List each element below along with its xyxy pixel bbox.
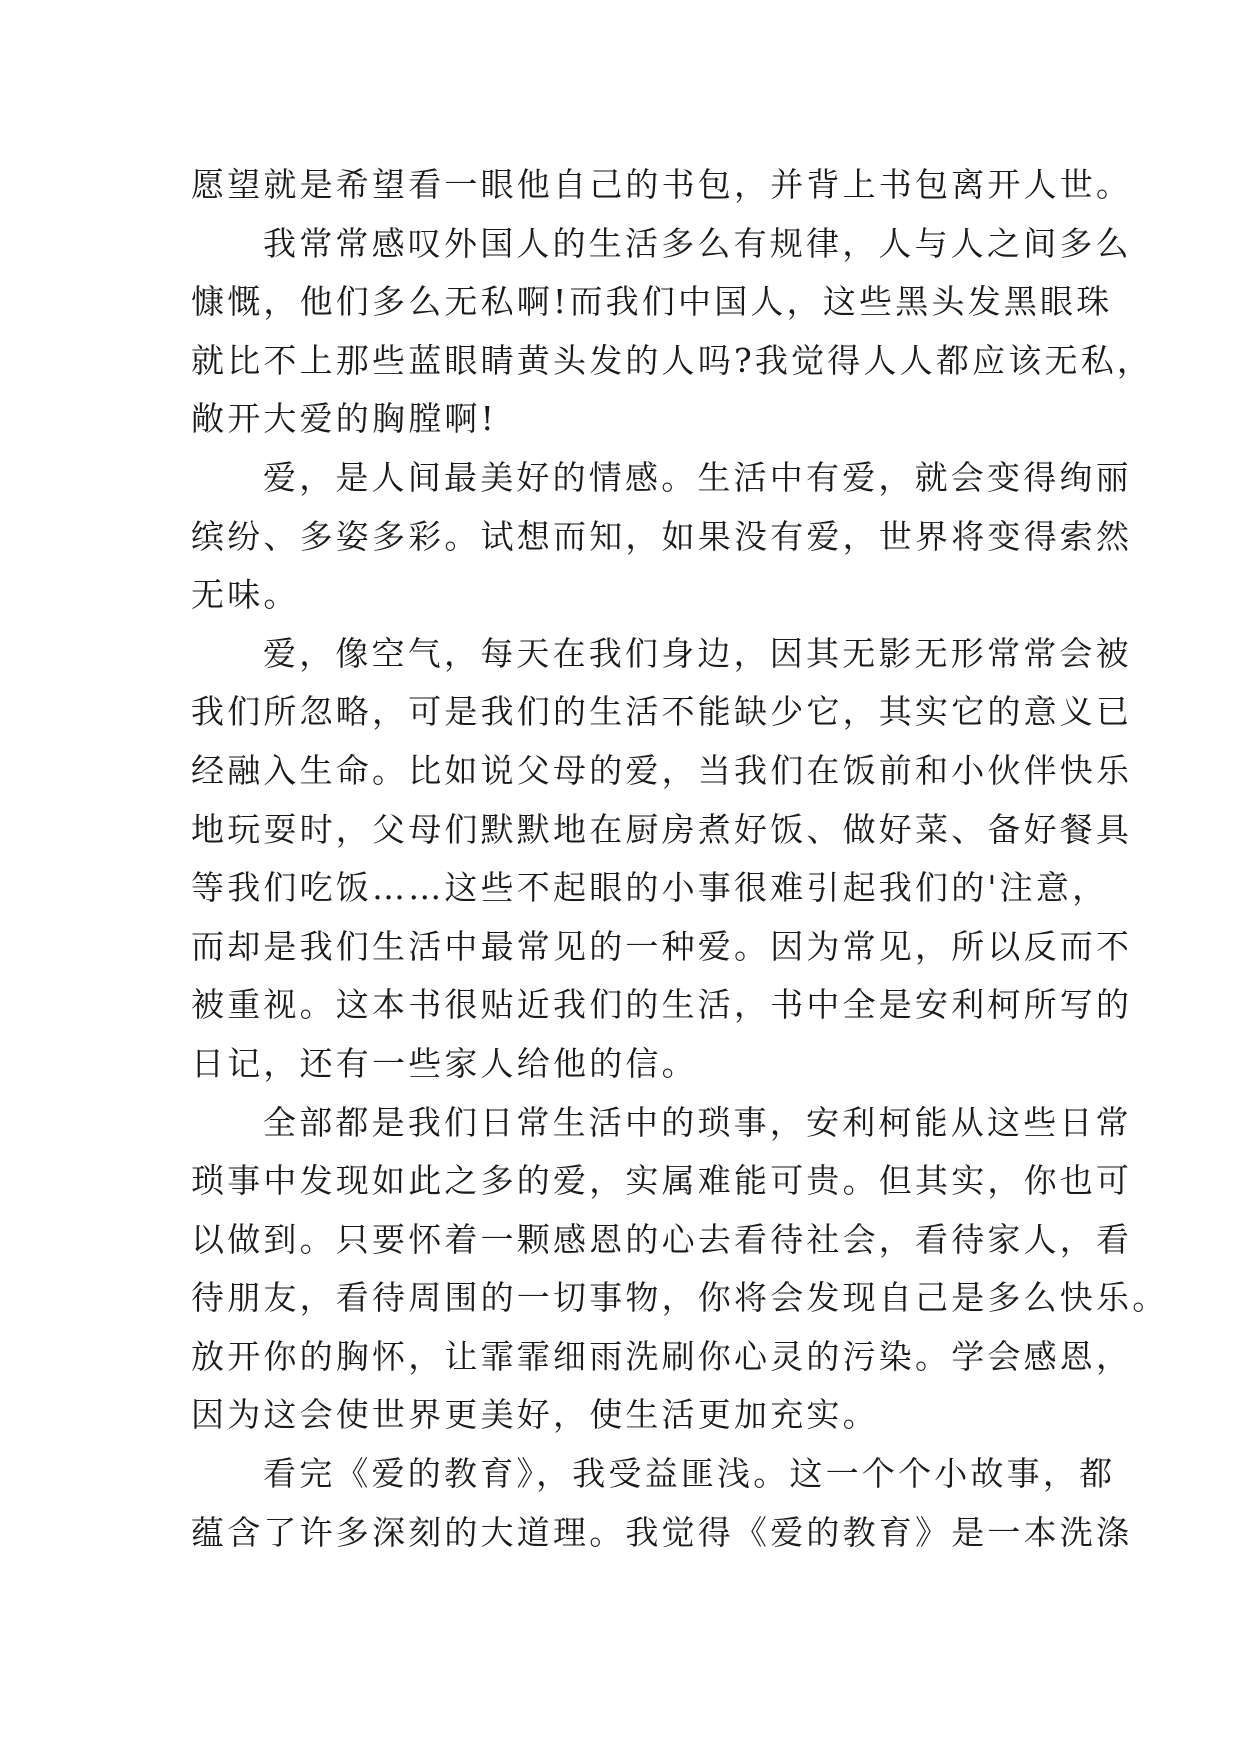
text-line: 慷慨，他们多么无私啊!而我们中国人，这些黑头发黑眼珠 [191, 282, 1113, 322]
body-text [191, 156, 1169, 1562]
text-line: 爱，像空气，每天在我们身边，因其无影无形常常会被 [263, 633, 1132, 673]
text-line: 愿望就是希望看一眼他自己的书包，并背上书包离开人世。 [191, 165, 1133, 204]
text-line: 缤纷、多姿多彩。试想而知，如果没有爱，世界将变得索然 [191, 516, 1133, 556]
text-line: 我常常感叹外国人的生活多么有规律，人与人之间多么 [263, 223, 1132, 263]
text-line: 爱，是人间最美好的情感。生活中有爱，就会变得绚丽 [263, 457, 1132, 497]
text-line: 待朋友，看待周围的一切事物，你将会发现自己是多么快乐。 [191, 1278, 1169, 1318]
text-line: 就比不上那些蓝眼睛黄头发的人吗?我觉得人人都应该无私， [191, 340, 1154, 380]
text-line: 而却是我们生活中最常见的一种爱。因为常见，所以反而不 [191, 926, 1133, 966]
text-line: 地玩耍时，父母们默默地在厨房煮好饭、做好菜、备好餐具 [191, 809, 1133, 849]
text-line: 蕴含了许多深刻的大道理。我觉得《爱的教育》是一本洗涤 [191, 1512, 1133, 1552]
text-line: 我们所忽略，可是我们的生活不能缺少它，其实它的意义已 [191, 692, 1133, 732]
text-line: 放开你的胸怀，让霏霏细雨洗刷你心灵的污染。学会感恩， [191, 1336, 1133, 1376]
text-line: 以做到。只要怀着一颗感恩的心去看待社会，看待家人，看 [191, 1219, 1133, 1259]
text-line: 看完《爱的教育》，我受益匪浅。这一个个小故事，都 [263, 1454, 1116, 1494]
text-line: 日记，还有一些家人给他的信。 [191, 1043, 698, 1083]
text-line: 全部都是我们日常生活中的琐事，安利柯能从这些日常 [263, 1102, 1132, 1142]
text-line: 琐事中发现如此之多的爱，实属难能可贵。但其实，你也可 [191, 1161, 1133, 1201]
text-line: 等我们吃饭……这些不起眼的小事很难引起我们的'注意， [191, 868, 1109, 908]
text-line: 经融入生命。比如说父母的爱，当我们在饭前和小伙伴快乐 [191, 750, 1133, 790]
text-line: 敞开大爱的胸膛啊! [191, 399, 498, 439]
text-line: 无味。 [191, 575, 300, 615]
text-line: 被重视。这本书很贴近我们的生活，书中全是安利柯所写的 [191, 985, 1133, 1025]
text-line: 因为这会使世界更美好，使生活更加充实。 [191, 1395, 879, 1435]
